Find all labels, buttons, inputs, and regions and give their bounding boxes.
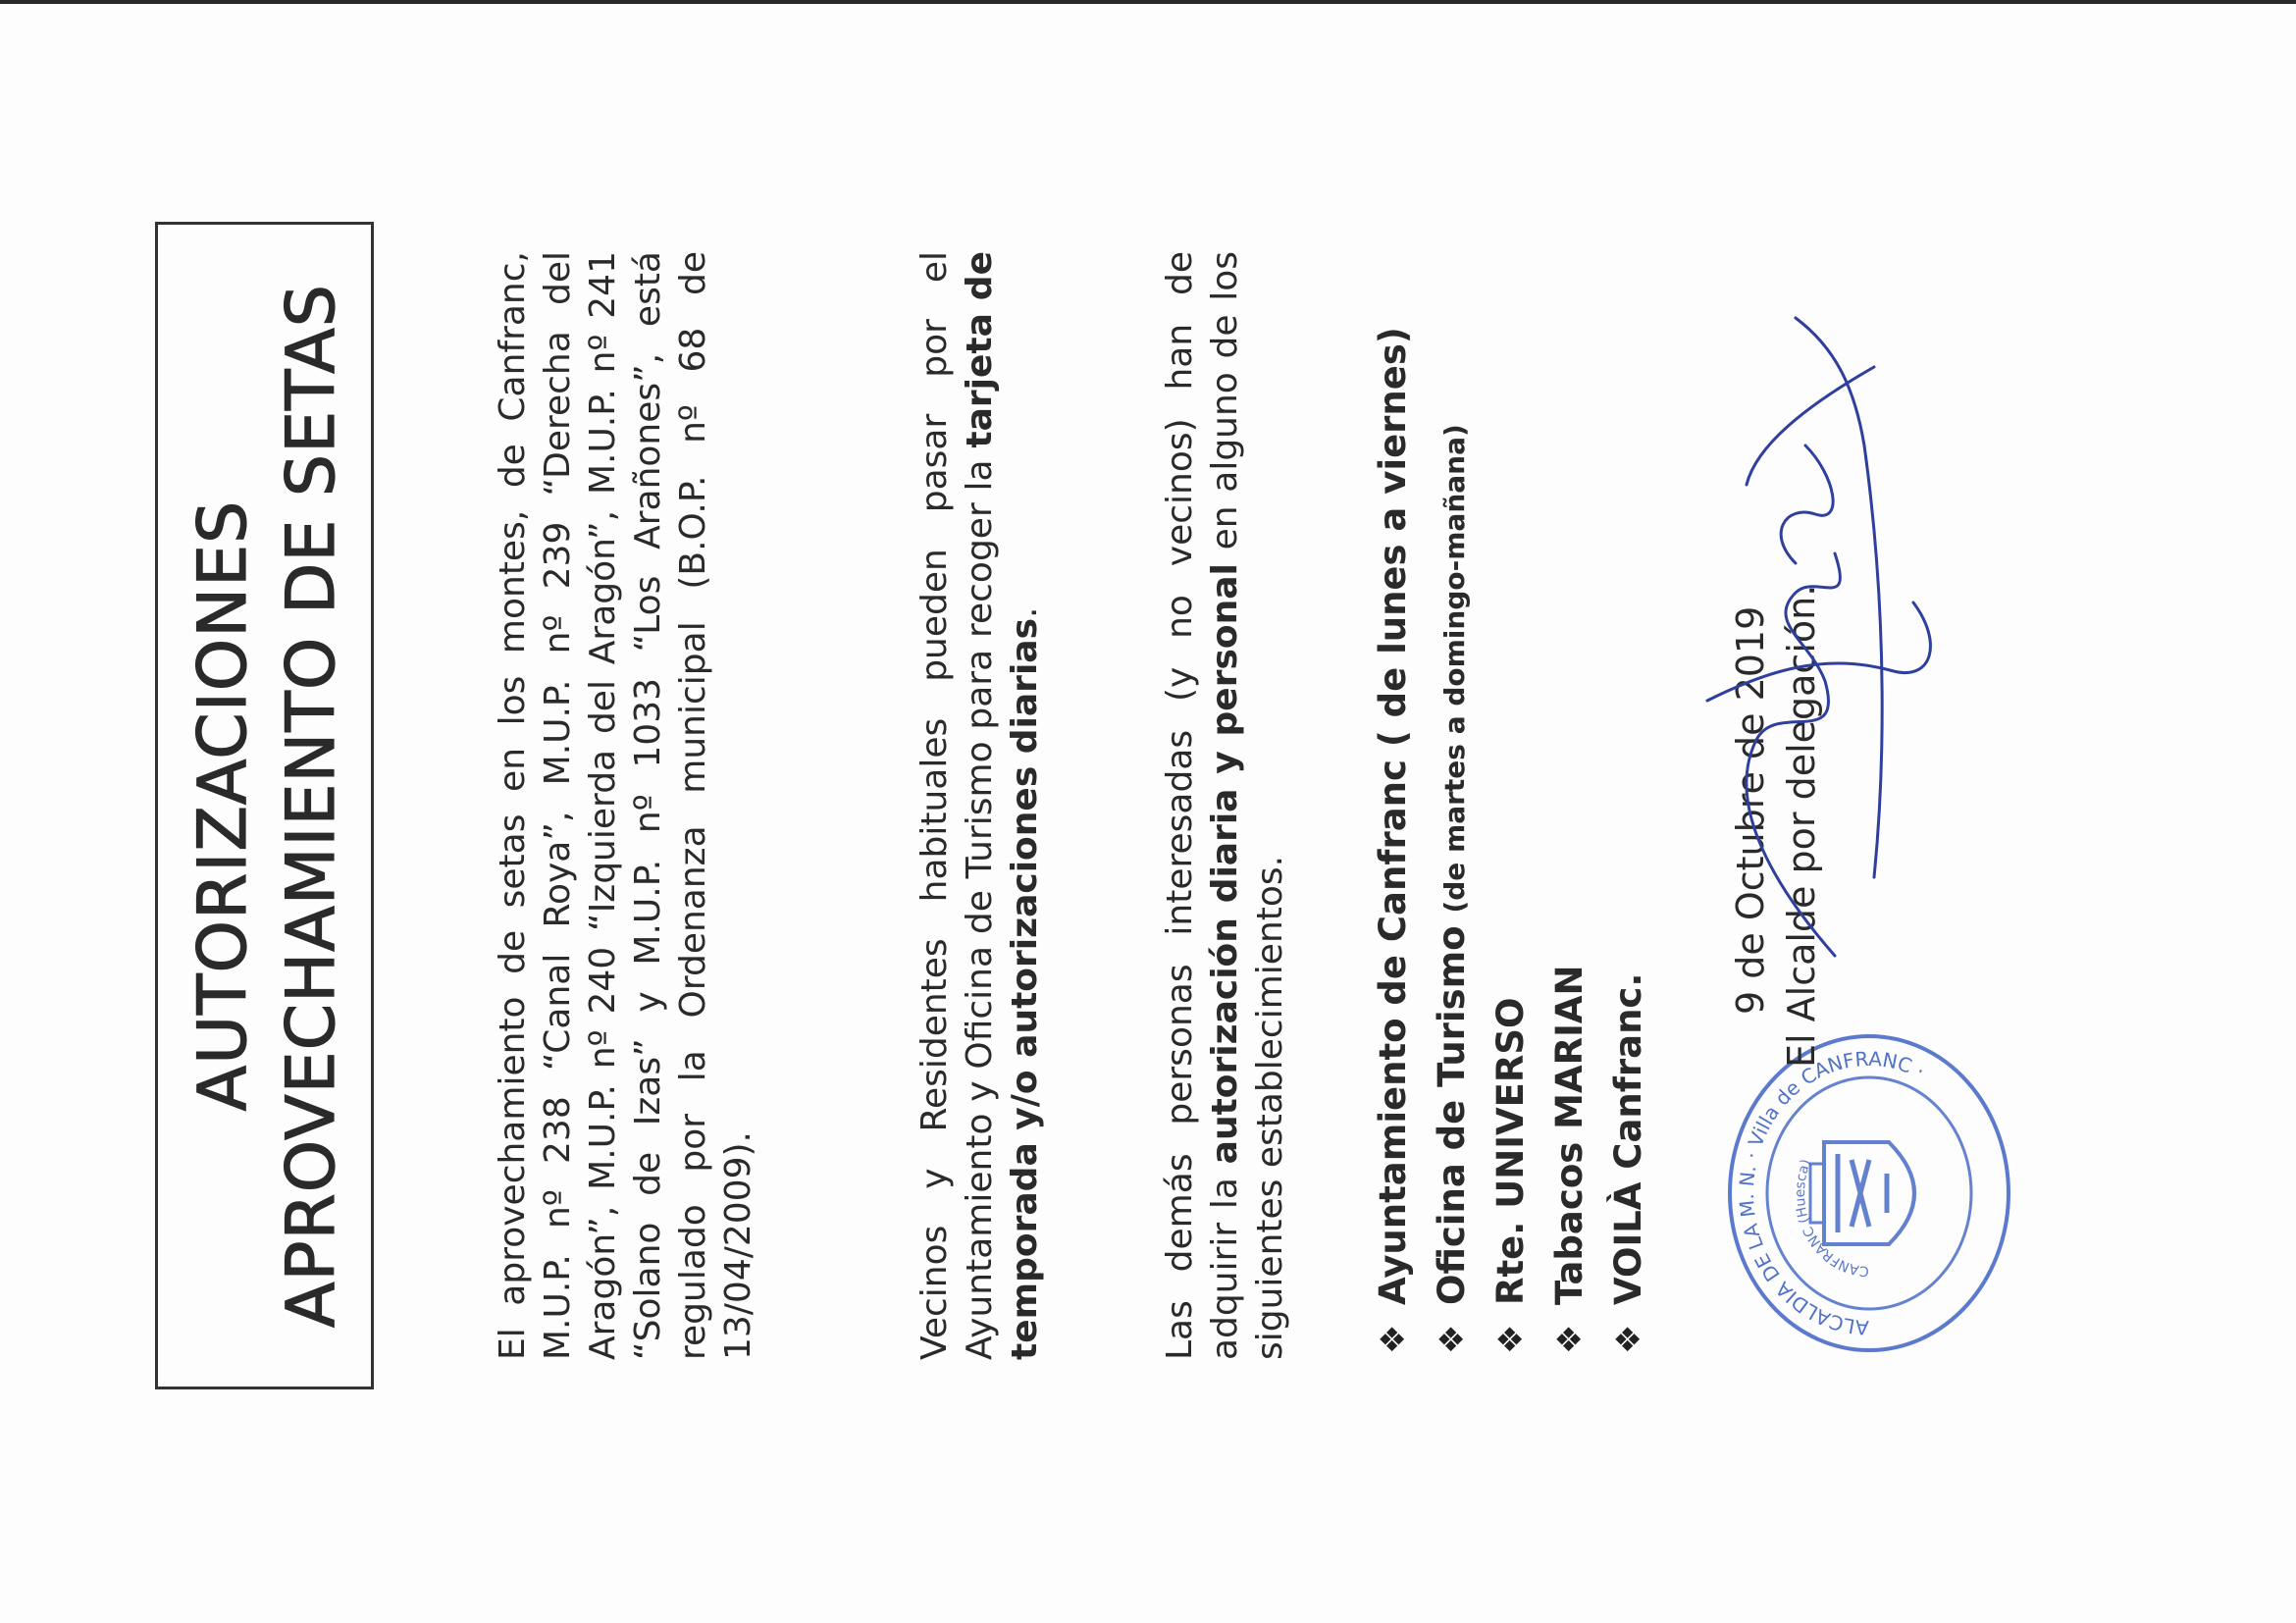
paragraph-residents: [913, 251, 1048, 1360]
paragraph-others-end: en alguno de los siguientes establecimientos.: [1205, 250, 1290, 1360]
seal-outer-text: ALCALDIA DE LA M. N. · Villa de CANFRANC ·: [1734, 1046, 1929, 1340]
title-box: [155, 222, 374, 1389]
establishment-note: (de martes a domingo-mañana): [1438, 424, 1471, 914]
establishment-name: VOILÀ Canfranc.: [1607, 972, 1649, 1305]
paragraph-residents-end: .: [1005, 606, 1045, 618]
establishments-list: [1364, 283, 1658, 1362]
document-date: 9 de Octubre de 2019: [1729, 605, 1772, 1015]
establishment-name: Tabacos MARIAN: [1548, 965, 1591, 1305]
handwritten-signature: [1648, 308, 1962, 995]
diamond-bullet-icon: ❖: [1374, 1324, 1413, 1354]
establishment-name: Ayuntamiento de Canfranc ( de lunes a viernes): [1372, 327, 1414, 1305]
establishment-item: [1482, 283, 1540, 1362]
paragraph-regulation: El aprovechamiento de setas en los montes, de Canfranc, M.U.P. nº 238 “Canal Roya”, M.U.P. nº 239 “Derecha del Aragón”, M.U.P. nº 240 “Izquierda del Aragón”, M.U.P. nº 241 “Solano de Izas” y M.U.P. nº 1033 “Los Arañones”, está regulado por la Ordenanza municipal (B.O.P. nº 68 de 13/04/2009).: [493, 251, 758, 1360]
title-line-1: AUTORIZACIONES: [184, 499, 262, 1112]
establishment-item: [1423, 283, 1482, 1362]
paragraph-others-bold: autorización diaria y personal: [1205, 563, 1245, 1165]
establishment-item: [1364, 283, 1423, 1362]
municipal-seal-icon: [1722, 1026, 2016, 1360]
establishment-item: [1540, 283, 1599, 1362]
signer-caption: El Alcalde por delegación.: [1780, 584, 1823, 1068]
paragraph-residents-lead: Vecinos y Residentes habituales pueden pasar por el Ayuntamiento y Oficina de Turismo para recoger la: [914, 251, 1000, 1360]
diamond-bullet-icon: ❖: [1550, 1324, 1590, 1354]
seal-ring: [1730, 1036, 2009, 1350]
diamond-bullet-icon: ❖: [1609, 1324, 1648, 1354]
title-line-2: APROVECHAMIENTO DE SETAS: [273, 284, 350, 1328]
seal-coat-of-arms-icon: [1810, 1142, 1914, 1244]
establishment-name: Rte. UNIVERSO: [1489, 997, 1532, 1305]
paragraph-others: [1158, 251, 1293, 1360]
seal-inner-text: CANFRANC (Huesca): [1792, 1157, 1870, 1280]
paragraph-others-lead: Las demás personas interesadas (y no vecinos) han de adquirir la: [1160, 251, 1245, 1360]
establishment-name: Oficina de Turismo: [1431, 913, 1473, 1305]
diamond-bullet-icon: ❖: [1433, 1324, 1472, 1354]
paragraph-residents-bold: tarjeta de temporada y/o autorizaciones diarias: [960, 251, 1045, 1360]
diamond-bullet-icon: ❖: [1491, 1324, 1531, 1354]
